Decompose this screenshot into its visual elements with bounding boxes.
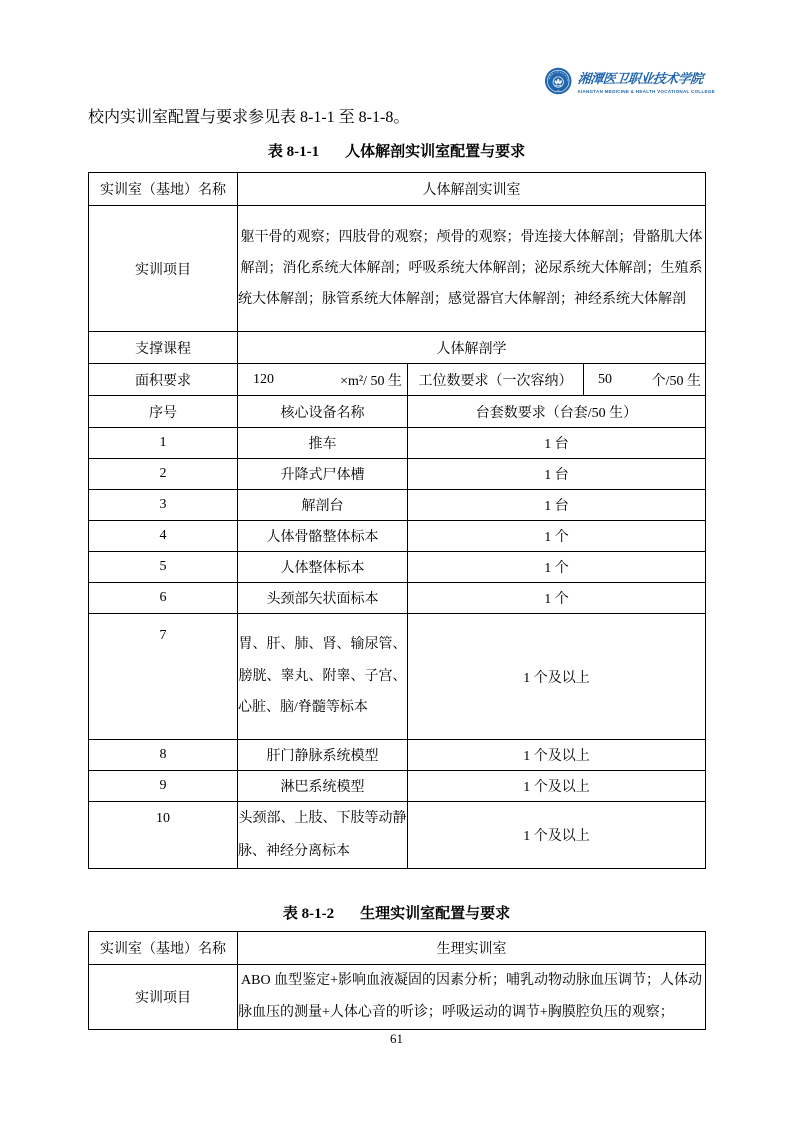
room-name-row	[89, 932, 706, 965]
area-requirement-cell	[238, 364, 408, 396]
intro-text: 校内实训室配置与要求参见表 8-1-1 至 8-1-8。	[88, 109, 410, 126]
device-name-cell: 头颈部矢状面标本	[238, 583, 408, 614]
supporting-course-value: 人体解剖学	[238, 332, 706, 364]
equipment-row	[89, 552, 706, 583]
quantity-cell: 1 台	[408, 459, 706, 490]
device-name-cell: 淋巴系统模型	[238, 771, 408, 802]
table2-caption	[88, 902, 705, 923]
anatomy-lab-table	[88, 172, 706, 869]
equipment-row	[89, 521, 706, 552]
area-requirement-row	[89, 364, 706, 396]
equipment-row	[89, 740, 706, 771]
quantity-cell: 1 个	[408, 521, 706, 552]
device-name-cell: 人体整体标本	[238, 552, 408, 583]
quantity-cell: 1 个	[408, 583, 706, 614]
table1-caption	[88, 140, 705, 161]
room-name-value: 人体解剖实训室	[238, 173, 706, 206]
college-logo-text	[578, 68, 716, 94]
header-seq: 序号	[89, 396, 238, 428]
college-logo	[545, 55, 715, 107]
quantity-cell: 1 台	[408, 490, 706, 521]
table1-caption-number: 表 8-1-1	[267, 144, 320, 160]
device-name-cell: 胃、肝、肺、肾、输尿管、膀胱、睾丸、附睾、子宫、心脏、脑/脊髓等标本	[238, 614, 408, 740]
device-name-cell: 推车	[238, 428, 408, 459]
table2-caption-title: 生理实训室配置与要求	[360, 906, 511, 922]
device-name-cell: 人体骨骼整体标本	[238, 521, 408, 552]
area-unit: ×m²/ 50 生	[340, 373, 402, 389]
seq-cell: 6	[89, 583, 238, 614]
training-projects-row	[89, 965, 706, 1030]
quantity-cell: 1 个及以上	[408, 771, 706, 802]
equipment-row	[89, 459, 706, 490]
equipment-row	[89, 802, 706, 869]
workstation-label: 工位数要求（一次容纳）	[408, 364, 584, 396]
header-device-name: 核心设备名称	[238, 396, 408, 428]
equipment-row	[89, 428, 706, 459]
seq-cell: 3	[89, 490, 238, 521]
workstation-unit: 个/50 生	[651, 373, 701, 389]
room-name-label: 实训室（基地）名称	[89, 173, 238, 206]
physiology-lab-table	[88, 931, 706, 1030]
supporting-course-label: 支撑课程	[89, 332, 238, 364]
seq-cell: 4	[89, 521, 238, 552]
quantity-cell: 1 个及以上	[408, 614, 706, 740]
device-name-cell: 升降式尸体槽	[238, 459, 408, 490]
workstation-spread	[584, 370, 705, 390]
equipment-header-row	[89, 396, 706, 428]
seq-cell: 9	[89, 771, 238, 802]
quantity-cell: 1 台	[408, 428, 706, 459]
equipment-row	[89, 614, 706, 740]
seq-cell: 1	[89, 428, 238, 459]
equipment-row	[89, 771, 706, 802]
equipment-row	[89, 583, 706, 614]
page-number: 61	[390, 1031, 403, 1046]
seq-cell: 7	[89, 614, 238, 740]
area-value: 120	[253, 371, 274, 387]
training-projects-label: 实训项目	[89, 206, 238, 332]
seq-cell: 10	[89, 802, 238, 869]
t2-room-name-label: 实训室（基地）名称	[89, 932, 238, 965]
quantity-cell: 1 个	[408, 552, 706, 583]
seq-cell: 5	[89, 552, 238, 583]
seq-cell: 8	[89, 740, 238, 771]
college-emblem-icon	[545, 55, 572, 107]
quantity-cell: 1 个及以上	[408, 802, 706, 869]
device-name-cell: 肝门静脉系统模型	[238, 740, 408, 771]
equipment-row	[89, 490, 706, 521]
table1-caption-title: 人体解剖实训室配置与要求	[345, 144, 526, 160]
workstation-cell	[584, 364, 706, 396]
t2-training-projects-value: ABO 血型鉴定+影响血液凝固的因素分析；哺乳动物动脉血压调节；人体动脉血压的测量+人体心音的听诊；呼吸运动的调节+胸膜腔负压的观察；	[238, 965, 706, 1030]
device-name-cell: 头颈部、上肢、下肢等动静脉、神经分离标本	[238, 802, 408, 869]
college-name-en: XIANGTAN MEDICINE & HEALTH VOCATIONAL COLLEGE	[577, 89, 715, 94]
workstation-value: 50	[598, 371, 612, 387]
svg-text:湘潭医卫职业技术学院: 湘潭医卫职业技术学院	[548, 71, 568, 83]
seq-cell: 2	[89, 459, 238, 490]
area-requirement-label: 面积要求	[89, 364, 238, 396]
header-quantity: 台套数要求（台套/50 生）	[408, 396, 706, 428]
device-name-cell: 解剖台	[238, 490, 408, 521]
quantity-cell: 1 个及以上	[408, 740, 706, 771]
room-name-row	[89, 173, 706, 206]
training-projects-value: 躯干骨的观察；四肢骨的观察；颅骨的观察；骨连接大体解剖；骨骼肌大体解剖；消化系统大体解剖；呼吸系统大体解剖；泌尿系统大体解剖；生殖系统大体解剖；脉管系统大体解剖；感觉器官大体解剖；神经系统大体解剖	[238, 206, 706, 332]
table2-caption-number: 表 8-1-2	[282, 906, 335, 922]
college-name-cn: 湘潭医卫职业技术学院	[576, 71, 704, 86]
t2-room-name-value: 生理实训室	[238, 932, 706, 965]
supporting-course-row	[89, 332, 706, 364]
t2-training-projects-label: 实训项目	[89, 965, 238, 1030]
training-projects-row	[89, 206, 706, 332]
area-requirement-spread	[238, 370, 407, 390]
